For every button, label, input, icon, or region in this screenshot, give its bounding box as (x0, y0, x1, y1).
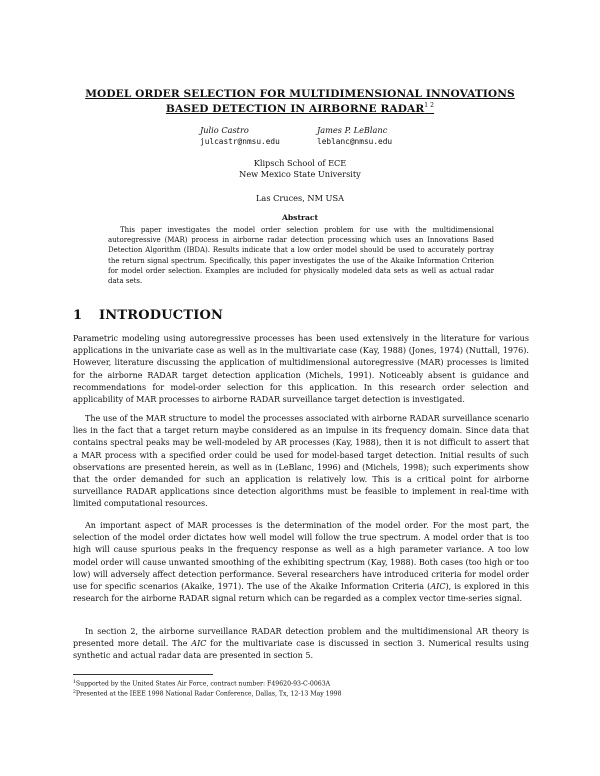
affiliation-city: Las Cruces, NM USA (256, 193, 344, 203)
intro-paragraph-3 (73, 520, 529, 605)
affiliation-school: Klipsch School of ECE (253, 158, 347, 168)
author-leblanc (317, 125, 392, 147)
title-footnote-marks: 1 2 (424, 102, 435, 109)
paragraph-text: ), is explored in this research for the airborne RADAR signal return which can be regarded as a complex vector time-series signal. (73, 582, 529, 604)
footnote-text: Presented at the IEEE 1998 National Radar Conference, Dallas, Tx, 12-13 May 1998 (75, 690, 342, 698)
section-title: INTRODUCTION (99, 308, 224, 323)
author-name: Julio Castro (200, 125, 249, 135)
footnote-mark: 1 (73, 680, 76, 685)
author-name: James P. LeBlanc (317, 125, 388, 135)
affiliation (120, 158, 480, 180)
paragraph-text: for the multivariate case is discussed in section 3. Numerical results using synthetic and actual radar data are presented in section 5. (73, 639, 529, 661)
aic-term: AIC (430, 582, 446, 592)
abstract-text: This paper investigates the model order selection problem for use with the multidimensional autoregressive (MAR) process in airborne radar detection processing which uses an Innovations Based Detection Algorithm (IBDA). Results indicate that a low order model should be used to accurately portray the return signal spectrum. Specifically, this paper investigates the use of the Akaike Information Criterion for model order selection. Examples are included for physically modeled data sets as well as actual radar data sets. (108, 226, 494, 286)
section-heading (73, 308, 223, 323)
affiliation-university: New Mexico State University (239, 169, 361, 179)
title-line-2-text: BASED DETECTION IN AIRBORNE RADAR (165, 103, 425, 115)
footnote-2 (73, 689, 529, 699)
author-castro (200, 125, 280, 147)
paragraph-text: In section 2, the airborne surveillance RADAR detection problem and the multidimensional AR theory is presented more detail. The (73, 627, 529, 649)
section-number: 1 (73, 308, 83, 323)
title-line-1: MODEL ORDER SELECTION FOR MULTIDIMENSIONAL INNOVATIONS (85, 88, 515, 100)
intro-paragraph-4 (73, 626, 529, 663)
footnotes (73, 679, 529, 699)
footnote-mark: 2 (73, 690, 76, 696)
abstract-heading: Abstract (281, 213, 319, 222)
aic-term: AIC (191, 639, 207, 649)
footnote-1 (73, 679, 529, 689)
footnote-text: Supported by the United States Air Force, contract number: F49620-93-C-0063A (75, 680, 331, 688)
title-line-2 (60, 100, 540, 115)
paragraph-text: An important aspect of MAR processes is the determination of the model order. For the most part, the selection of the model order dictates how well model will follow the true spectrum. A model order that is too high will cause spurious peaks in the frequency response as well as a high parameter variance. A too low model order will cause unwanted smoothing of the exhibiting spectrum (Kay, 1988). Both cases (too high or too low) will adversely affect detection performance. Several researchers have introduced criteria for model order use for specific scenarios (Akaike, 1971). The use of the Akaike Information Criteria ( (73, 521, 529, 592)
intro-paragraph-1: Parametric modeling using autoregressive processes has been used extensively in the literature for various applications in the univariate case as well as in the multivariate case (Kay, 1988) (Jones, 1974) (Nuttall, 1976). However, literature discussing the application of multidimensional autoregressive (MAR) processes is limited for the airborne RADAR target detection application (Michels, 1991). Noticeably absent is guidance and recommendations for model-order selection for this application. In this research order selection and applicability of MAR processes to airborne RADAR surveillance target detection is investigated. (73, 334, 529, 405)
intro-paragraph-2: The use of the MAR structure to model the processes associated with airborne RADAR surveillance scenario lies in the fact that a target return maybe considered as an impulse in its frequency domain. Since data that contains spectral peaks may be well-modeled by AR processes (Kay, 1988), then it is not difficult to assert that a MAR process with a specified order could be used for model-based target detection. Initial results of such observations are presented herein, as well as in (LeBlanc, 1996) and (Michels, 1998); such experiments show that the order demanded for such an application is relatively low. This is a critical point for airborne surveillance RADAR applications since detection algorithms must be feasible to implement in real-time with limited computational resources. (73, 414, 529, 509)
paper-title (60, 88, 540, 115)
author-email: leblanc@nmsu.edu (317, 137, 393, 146)
author-email: julcastr@nmsu.edu (200, 137, 280, 146)
footnote-rule (73, 674, 213, 675)
